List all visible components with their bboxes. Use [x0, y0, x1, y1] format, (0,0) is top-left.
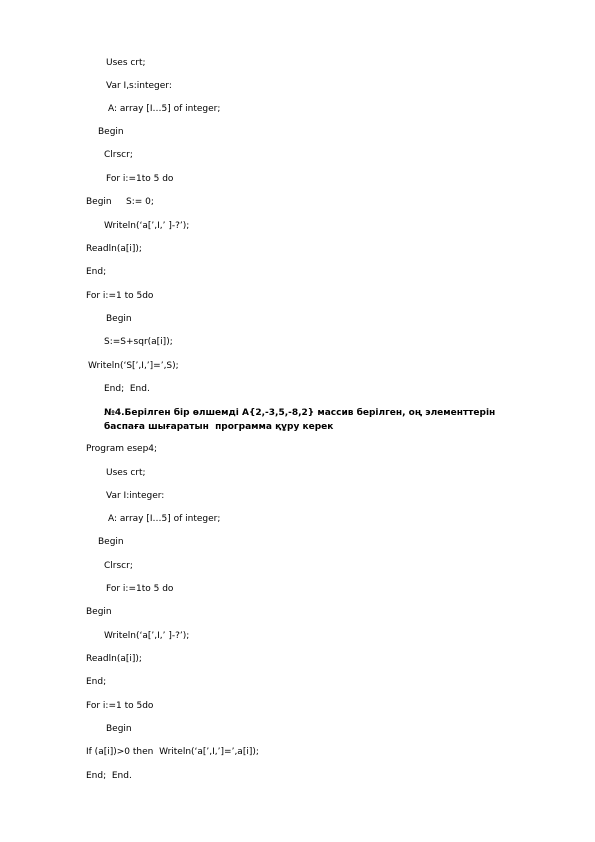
code-line-begin: Begin	[98, 127, 124, 137]
code-line-program: Program esep4;	[86, 444, 158, 454]
code-line-clrscr: Clrscr;	[104, 150, 133, 160]
code-line-begin-2: Begin	[106, 314, 132, 324]
code-line-array-2: A: array [I…5] of integer;	[108, 514, 221, 524]
code-line-writeln-3: Writeln(‘a[’,I,’ ]-?’);	[104, 631, 190, 641]
code-line-begin-4: Begin	[86, 607, 112, 617]
code-line-clrscr-2: Clrscr;	[104, 561, 133, 571]
code-line-uses-2: Uses crt;	[106, 468, 146, 478]
code-line-readln-2: Readln(a[i]);	[86, 654, 142, 664]
code-line-for-4: For i:=1 to 5do	[86, 701, 154, 711]
code-line-for-3: For i:=1to 5 do	[106, 584, 174, 594]
task-heading-line-2: баспаға шығаратын программа құру керек	[104, 422, 334, 432]
code-line-end-end-2: End; End.	[86, 771, 132, 781]
code-line-array: A: array [I…5] of integer;	[108, 104, 221, 114]
task-heading-line-1: №4.Берілген бір өлшемді А{2,-3,5,-8,2} массив берілген, оң элементтерін	[104, 408, 496, 418]
code-line-begin-s: Begin	[86, 197, 112, 207]
code-line-if: If (a[i])>0 then Writeln(‘a[’,I,’]=’,a[i]);	[86, 747, 259, 757]
code-line-end-2: End;	[86, 677, 107, 687]
code-line-s-assign: S:= 0;	[126, 197, 154, 207]
code-line-var-2: Var I:integer:	[106, 491, 165, 501]
code-line-for-2: For i:=1 to 5do	[86, 291, 154, 301]
code-line-uses: Uses crt;	[106, 58, 146, 68]
code-line-writeln-2: Writeln(‘S[’,I,’]=’,S);	[88, 361, 179, 371]
code-line-writeln: Writeln(‘a[’,I,’ ]-?’);	[104, 221, 190, 231]
code-line-end: End;	[86, 267, 107, 277]
code-line-for: For i:=1to 5 do	[106, 174, 174, 184]
code-line-end-end: End; End.	[104, 384, 150, 394]
code-line-begin-5: Begin	[106, 724, 132, 734]
code-line-var: Var I,s:integer:	[106, 81, 172, 91]
code-line-s-sum: S:=S+sqr(a[i]);	[104, 337, 173, 347]
code-line-begin-3: Begin	[98, 537, 124, 547]
code-line-readln: Readln(a[i]);	[86, 244, 142, 254]
